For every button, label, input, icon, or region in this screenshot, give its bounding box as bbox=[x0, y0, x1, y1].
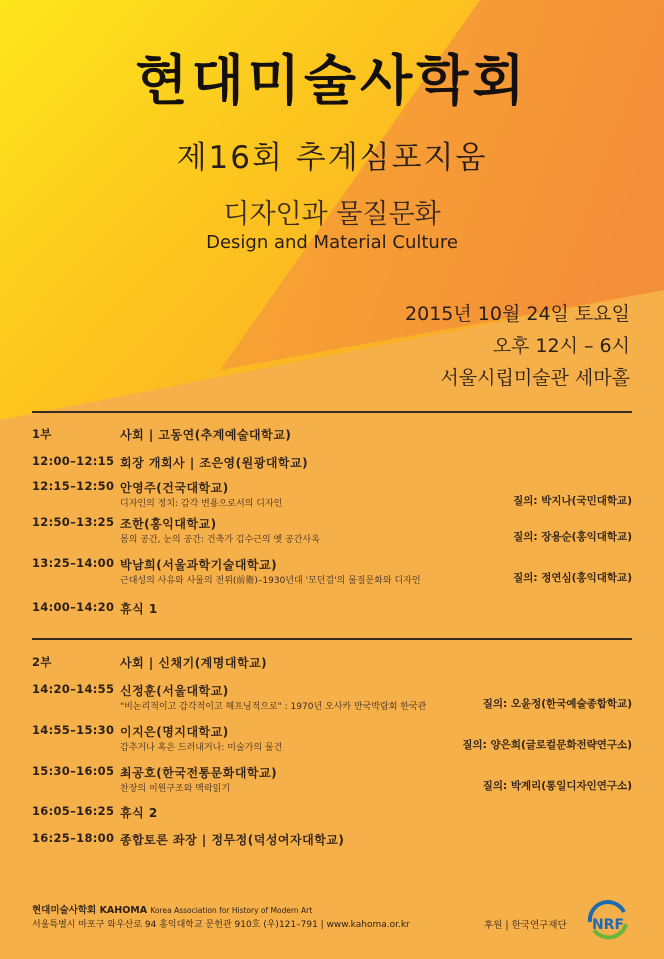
row-time: 13:25–14:00 bbox=[32, 556, 115, 570]
row-title: 휴식 1 bbox=[120, 602, 158, 616]
row-time: 1부 bbox=[32, 427, 52, 441]
nrf-logo-text: NRF bbox=[591, 917, 625, 933]
row-discussant: 질의: 박계리(통일디자인연구소) bbox=[482, 780, 632, 792]
row-title: 사회 | 고동연(추계예술대학교) bbox=[120, 428, 292, 442]
org-abbr: KAHOMA bbox=[99, 905, 148, 916]
row-title: 박남희(서울과학기술대학교) bbox=[120, 558, 278, 572]
divider-part1 bbox=[32, 411, 632, 413]
row-discussant: 질의: 장용순(홍익대학교) bbox=[513, 531, 632, 543]
row-time: 15:30–16:05 bbox=[32, 764, 115, 778]
program-row bbox=[32, 764, 632, 804]
row-discussant: 질의: 양은희(글로컬문화전략연구소) bbox=[462, 739, 632, 751]
row-title: 이지은(명지대학교) bbox=[120, 725, 229, 739]
row-time: 14:00–14:20 bbox=[32, 600, 115, 614]
event-date: 2015년 10월 24일 토요일 bbox=[405, 303, 630, 325]
program-row bbox=[32, 831, 632, 851]
org-name-english: Korea Association for History of Modern Art bbox=[150, 906, 313, 915]
row-discussant: 질의: 박지나(국민대학교) bbox=[513, 495, 632, 507]
row-time: 12:00–12:15 bbox=[32, 454, 115, 468]
row-time: 12:50–13:25 bbox=[32, 515, 115, 529]
program-part1 bbox=[32, 426, 632, 620]
divider-part2 bbox=[32, 638, 632, 640]
theme-korean: 디자인과 물질문화 bbox=[223, 199, 441, 230]
row-title: 회장 개회사 | 조은영(원광대학교) bbox=[120, 456, 309, 470]
footer-sponsor: 후원 | 한국연구재단 bbox=[484, 920, 567, 931]
program-row bbox=[32, 723, 632, 764]
row-time: 16:25–18:00 bbox=[32, 831, 115, 845]
row-description: "비논리적이고 감각적이고 해프닝적으로" : 1970년 오사카 만국박람회 한국관 bbox=[120, 702, 427, 712]
row-description: 근대성의 사유와 사물의 전위(前衛)–1930년대 '모던걸'의 물질문화와 디자인 bbox=[120, 576, 421, 586]
program-row bbox=[32, 682, 632, 723]
footer-org-line bbox=[32, 903, 410, 918]
row-time: 2부 bbox=[32, 655, 52, 669]
row-title: 조한(홍익대학교) bbox=[120, 517, 217, 531]
event-venue: 서울시립미술관 세마홀 bbox=[440, 367, 630, 389]
row-discussant: 질의: 정연심(홍익대학교) bbox=[513, 572, 632, 584]
row-time: 14:55–15:30 bbox=[32, 723, 115, 737]
program-row bbox=[32, 454, 632, 479]
program-row bbox=[32, 804, 632, 831]
event-info bbox=[405, 298, 630, 394]
row-title: 종합토론 좌장 | 정무정(덕성여자대학교) bbox=[120, 833, 345, 847]
row-title: 신정훈(서울대학교) bbox=[120, 684, 229, 698]
theme-english: Design and Material Culture bbox=[206, 232, 458, 253]
row-description: 디자인의 정치: 감각 변용으로서의 디자인 bbox=[120, 499, 283, 509]
row-description: 찬장의 이원구조와 맥락읽기 bbox=[120, 784, 231, 794]
program-row bbox=[32, 515, 632, 556]
symposium-title: 제16회 추계심포지움 bbox=[176, 140, 488, 176]
row-description: 감추거나 혹은 드러내거나: 미술가의 물건 bbox=[120, 743, 283, 753]
program-row bbox=[32, 600, 632, 620]
program-row bbox=[32, 556, 632, 600]
row-title: 최공호(한국전통문화대학교) bbox=[120, 766, 278, 780]
footer-address: 서울특별시 마포구 와우산로 94 홍익대학교 문헌관 910호 (우)121–791 | www.kahoma.or.kr bbox=[32, 920, 410, 930]
row-description: 몸의 공간, 눈의 공간: 건축가 김수근의 옛 공간사옥 bbox=[120, 535, 320, 545]
program-row bbox=[32, 426, 632, 454]
row-title: 휴식 2 bbox=[120, 806, 158, 820]
program-part2 bbox=[32, 654, 632, 851]
program-row bbox=[32, 479, 632, 515]
footer-organization bbox=[32, 903, 410, 933]
row-time: 16:05–16:25 bbox=[32, 804, 115, 818]
row-time: 12:15–12:50 bbox=[32, 479, 115, 493]
row-title: 사회 | 신채기(계명대학교) bbox=[120, 656, 268, 670]
row-title: 안영주(건국대학교) bbox=[120, 481, 229, 495]
society-title: 현대미술사학회 bbox=[135, 49, 529, 112]
program-row bbox=[32, 654, 632, 682]
row-discussant: 질의: 오윤정(한국예술종합학교) bbox=[482, 698, 632, 710]
nrf-logo-icon bbox=[584, 900, 632, 942]
row-time: 14:20–14:55 bbox=[32, 682, 115, 696]
org-name-korean: 현대미술사학회 bbox=[32, 905, 97, 916]
event-time: 오후 12시 – 6시 bbox=[492, 335, 630, 357]
